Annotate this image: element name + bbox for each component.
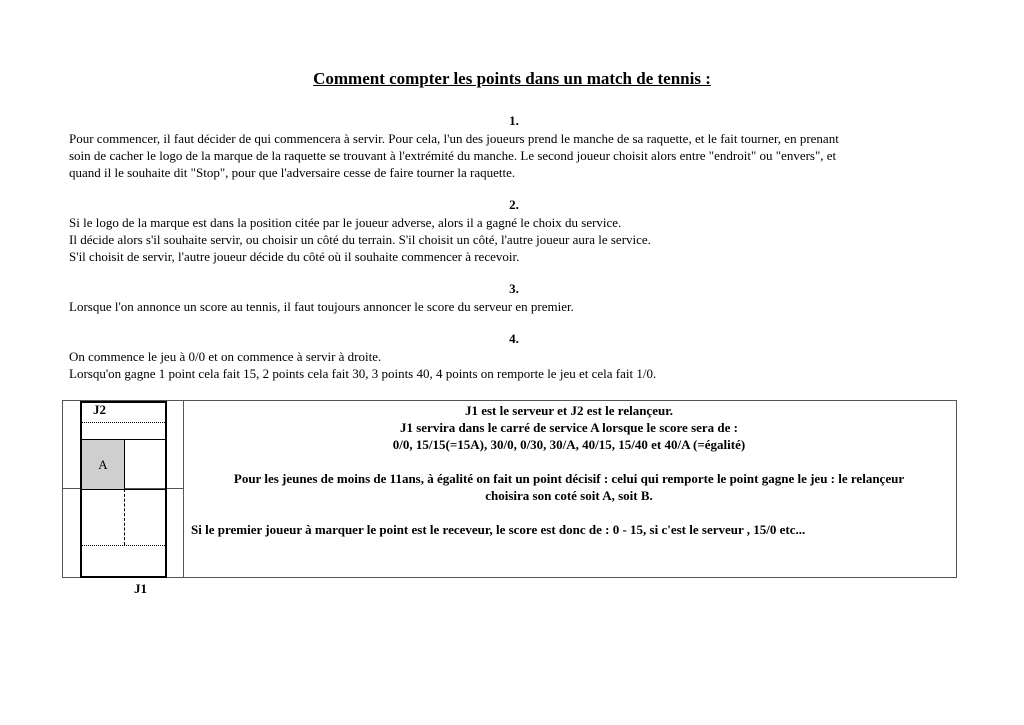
paragraph-line: soin de cacher le logo de la marque de la raquette se trouvant à l'extrémité du manche. Le second joueur choisit alors entre "endroit" ou "envers", et: [69, 148, 837, 163]
service-line-dotted-bottom: [82, 545, 165, 546]
rules-box: [62, 400, 957, 578]
center-service-line: [124, 439, 125, 489]
paragraph-line: quand il le souhaite dit "Stop", pour que l'adversaire cesse de faire tourner la raquette.: [69, 165, 516, 180]
rules-line: Pour les jeunes de moins de 11ans, à égalité on fait un point décisif : celui qui remporte le point gagne le jeu : le relançeur: [233, 471, 905, 486]
section-2: [69, 196, 959, 265]
service-box-a: A: [82, 440, 124, 489]
section-number: 2.: [509, 197, 519, 212]
rules-line: 0/0, 15/15(=15A), 30/0, 0/30, 30/A, 40/15, 15/40 et 40/A (=égalité): [392, 437, 746, 452]
rules-line: Si le premier joueur à marquer le point est le receveur, le score est donc de : 0 - 15, si c'est le serveur , 15/0 etc...: [191, 522, 806, 537]
paragraph-line: S'il choisit de servir, l'autre joueur décide du côté où il souhaite commencer à recevoir.: [69, 249, 520, 264]
tennis-court-diagram: [80, 401, 167, 578]
section-1: [69, 112, 959, 181]
center-service-line-dashed: [124, 489, 125, 545]
rules-line: choisira son coté soit A, soit B.: [485, 488, 653, 503]
paragraph-line: Pour commencer, il faut décider de qui commencera à servir. Pour cela, l'un des joueurs prend le manche de sa raquette, et le fait tourner, en prenant: [69, 131, 839, 146]
service-line-dotted-top: [82, 422, 165, 423]
section-number: 3.: [509, 281, 519, 296]
column-divider: [183, 401, 184, 577]
page-title: Comment compter les points dans un match de tennis :: [313, 69, 711, 88]
rules-line: J1 est le serveur et J2 est le relançeur.: [464, 403, 674, 418]
rules-line: J1 servira dans le carré de service A lorsque le score sera de :: [399, 420, 739, 435]
rules-text: [185, 402, 953, 538]
paragraph-line: Il décide alors s'il souhaite servir, ou choisir un côté du terrain. S'il choisit un côté, l'autre joueur aura le service.: [69, 232, 651, 247]
player-j2-label: J2: [93, 402, 106, 417]
player-j1-label: J1: [134, 581, 147, 596]
section-number: 1.: [509, 113, 519, 128]
paragraph-line: Si le logo de la marque est dans la position citée par le joueur adverse, alors il a gagné le choix du service.: [69, 215, 622, 230]
paragraph-line: On commence le jeu à 0/0 et on commence à servir à droite.: [69, 349, 382, 364]
paragraph-line: Lorsque l'on annonce un score au tennis, il faut toujours annoncer le score du serveur en premier.: [69, 299, 574, 314]
paragraph-line: Lorsqu'on gagne 1 point cela fait 15, 2 points cela fait 30, 3 points 40, 4 points on remporte le jeu et cela fait 1/0.: [69, 366, 657, 381]
section-number: 4.: [509, 331, 519, 346]
section-4: [69, 330, 959, 382]
section-3: [69, 280, 959, 315]
